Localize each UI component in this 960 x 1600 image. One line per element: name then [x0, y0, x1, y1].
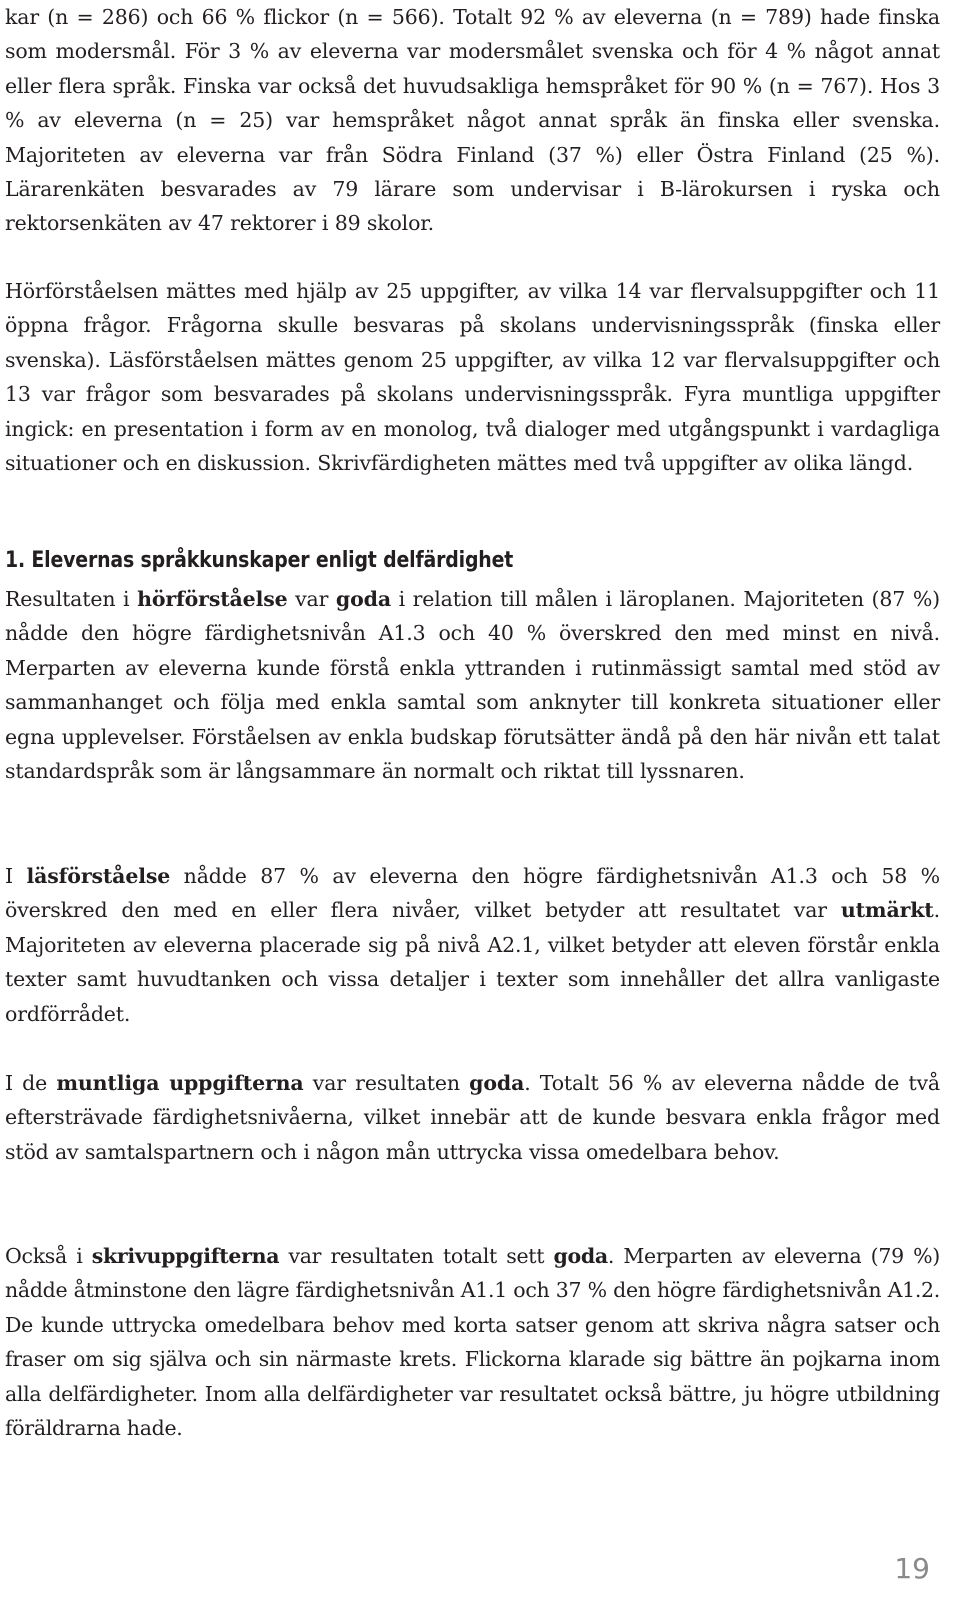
paragraph-oral-results — [5, 1066, 940, 1169]
text-run: var — [287, 587, 336, 611]
text-run: . Majoriteten av eleverna placerade sig på nivå A2.1, vilket betyder att eleven förstår enkla texter samt huvudtanken och vissa detaljer i texter som innehåller det allra vanligaste ordförrådet. — [5, 898, 940, 1026]
paragraph-sample-description: kar (n = 286) och 66 % flickor (n = 566). Totalt 92 % av eleverna (n = 789) hade finska som modersmål. För 3 % av eleverna var modersmålet svenska och för 4 % något annat eller flera språk. Finska var också det huvudsakliga hemspråket för 90 % (n = 767). Hos 3 % av eleverna (n = 25) var hemspråket något annat språk än finska eller svenska. Majoriteten av eleverna var från Södra Finland (37 %) eller Östra Finland (25 %). Lärarenkäten besvarades av 79 lärare som undervisar i B-lärokursen i ryska och rektorsenkäten av 47 rektorer i 89 skolor. — [5, 5, 940, 236]
text-run: I — [5, 864, 27, 888]
text-run: . Merparten av eleverna (79 %) nådde åtminstone den lägre färdighetsnivån A1.1 och 37 % den högre färdighetsnivån A1.2. De kunde uttrycka omedelbara behov med korta satser genom att skriva några satser och fraser om sig själva och sin närmaste krets. Flickorna klarade sig bättre än pojkarna inom alla delfärdigheter. Inom alla delfärdigheter var resultatet också bättre, ju högre utbildning föräldrarna hade. — [5, 1244, 940, 1441]
bold-term: utmärkt — [840, 898, 934, 923]
bold-term: goda — [553, 1244, 608, 1268]
text-run: I de — [5, 1071, 57, 1095]
bold-term: goda — [469, 1071, 525, 1095]
text-run: . Totalt 56 % av eleverna nådde de två eftersträvade färdighetsnivåerna, vilket innebär att de kunde besvara enkla frågor med stöd av samtalspartnern och i någon mån uttrycka vissa omedelbara behov. — [5, 1071, 940, 1164]
bold-term: goda — [335, 587, 391, 611]
bold-term: skrivuppgifterna — [91, 1244, 280, 1268]
paragraph-reading-results — [5, 859, 940, 1031]
text-run: var resultaten — [303, 1071, 470, 1095]
text-run: Resultaten i — [5, 587, 138, 611]
text-run: var resultaten totalt sett — [279, 1244, 554, 1268]
bold-term: muntliga uppgifterna — [56, 1071, 304, 1095]
text-run: nådde 87 % av eleverna den högre färdighetsnivån A1.3 och 58 % överskred den med en eller flera nivåer, vilket betyder att resultatet var — [5, 864, 940, 923]
text-run: i relation till målen i läroplanen. Majoriteten (87 %) nådde den högre färdighetsnivån A1.3 och 40 % överskred den med minst en nivå. Merparten av eleverna kunde förstå enkla yttranden i rutinmässigt samtal med stöd av sammanhanget och följa med enkla samtal som anknyter till konkreta situationer eller egna upplevelser. Förståelsen av enkla budskap förutsätter ändå på den här nivån ett talat standardspråk som är långsammare än normalt och riktat till lyssnaren. — [5, 587, 940, 784]
paragraph-writing-results — [5, 1239, 940, 1445]
bold-term: hörförståelse — [137, 587, 288, 611]
page-number: 19 — [894, 1552, 930, 1585]
section-heading: 1. Elevernas språkkunskaper enligt delfärdighet — [5, 548, 514, 573]
text-run: Också i — [5, 1244, 92, 1268]
bold-term: läsförståelse — [26, 864, 171, 888]
paragraph-test-design: Hörförståelsen mättes med hjälp av 25 uppgifter, av vilka 14 var flervalsuppgifter och 11 öppna frågor. Frågorna skulle besvaras på skolans undervisningsspråk (finska eller svenska). Läsförståelsen mättes genom 25 uppgifter, av vilka 12 var flervalsuppgifter och 13 var frågor som besvarades på skolans undervisningsspråk. Fyra muntliga uppgifter ingick: en presentation i form av en monolog, två dialoger med utgångspunkt i vardagliga situationer och en diskussion. Skrivfärdigheten mättes med två uppgifter av olika längd. — [5, 279, 940, 476]
paragraph-listening-results — [5, 582, 940, 788]
